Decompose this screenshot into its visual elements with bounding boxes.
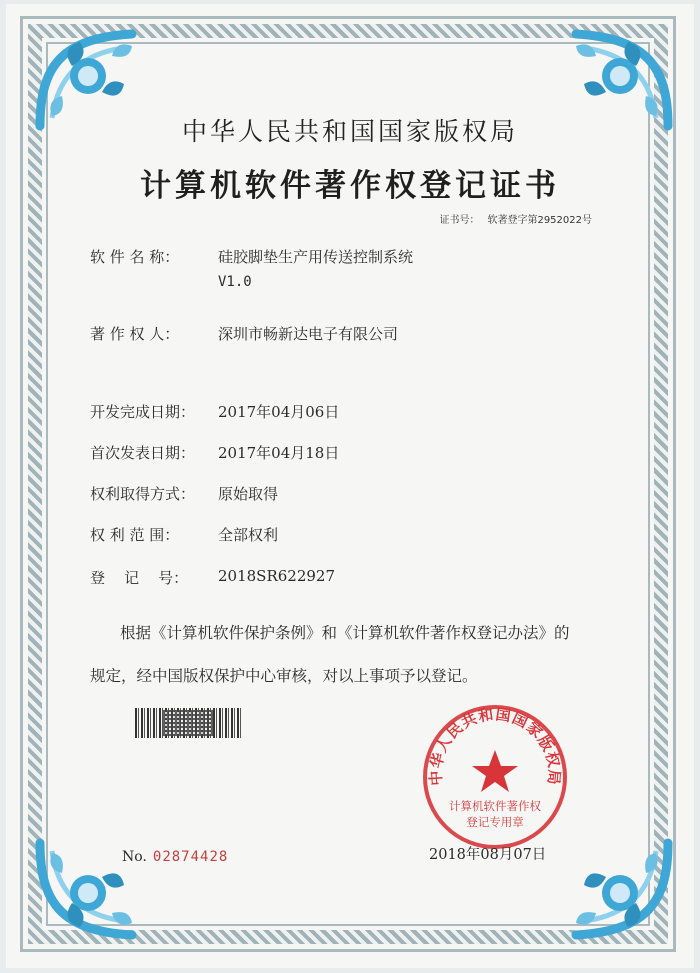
barcode-icon bbox=[135, 708, 241, 738]
field-completion-date bbox=[90, 401, 339, 422]
certificate-number bbox=[439, 211, 592, 226]
field-label: 登 记 号： bbox=[90, 569, 189, 587]
field-label: 软 件 名 称： bbox=[90, 248, 180, 266]
seal-inner-line-2: 登记专用章 bbox=[466, 815, 524, 829]
certificate-title: 计算机软件著作权登记证书 bbox=[140, 168, 560, 204]
corner-ornament-icon bbox=[556, 833, 676, 943]
issue-date: 2018年08月07日 bbox=[429, 847, 547, 863]
field-registration-number bbox=[90, 567, 335, 588]
field-value: 2017年04月06日 bbox=[218, 403, 340, 421]
field-software-name bbox=[90, 246, 413, 267]
field-value: 全部权利 bbox=[218, 526, 279, 544]
field-label: 权利取得方式： bbox=[90, 485, 196, 503]
seal-outer-text: 中华人民共和国国家版权局 bbox=[426, 705, 564, 787]
serial-label: No. bbox=[122, 849, 147, 865]
statement-line-1: 根据《计算机软件保护条例》和《计算机软件著作权登记办法》的 bbox=[120, 624, 570, 642]
field-label: 著 作 权 人： bbox=[90, 325, 180, 343]
field-label: 首次发表日期： bbox=[90, 444, 196, 462]
issuer-heading: 中华人民共和国国家版权局 bbox=[181, 117, 518, 146]
qr-code-icon bbox=[163, 710, 213, 736]
field-value: 原始取得 bbox=[218, 485, 279, 503]
official-seal bbox=[420, 702, 570, 852]
certificate-number-value: 软著登字第2952022号 bbox=[487, 215, 592, 226]
field-value: 2017年04月18日 bbox=[218, 444, 340, 462]
field-value: 硅胶脚垫生产用传送控制系统 bbox=[218, 248, 414, 266]
field-rights-scope bbox=[90, 524, 278, 545]
field-owner bbox=[90, 323, 398, 344]
certificate-number-label: 证书号： bbox=[439, 215, 480, 226]
field-label: 权 利 范 围： bbox=[90, 526, 180, 544]
statement-line-2: 规定，经中国版权保护中心审核，对以上事项予以登记。 bbox=[90, 667, 478, 685]
seal-inner-line-1: 计算机软件著作权 bbox=[449, 799, 541, 813]
software-version: V1.0 bbox=[218, 274, 252, 290]
serial-value: 02874428 bbox=[152, 849, 229, 865]
serial-number bbox=[122, 849, 228, 865]
field-label: 开发完成日期： bbox=[90, 403, 196, 421]
field-first-publication-date bbox=[90, 442, 339, 463]
seal-star-icon bbox=[472, 750, 518, 792]
field-value: 2018SR622927 bbox=[218, 567, 336, 585]
field-acquisition-method bbox=[90, 483, 278, 504]
field-value: 深圳市畅新达电子有限公司 bbox=[218, 325, 399, 343]
